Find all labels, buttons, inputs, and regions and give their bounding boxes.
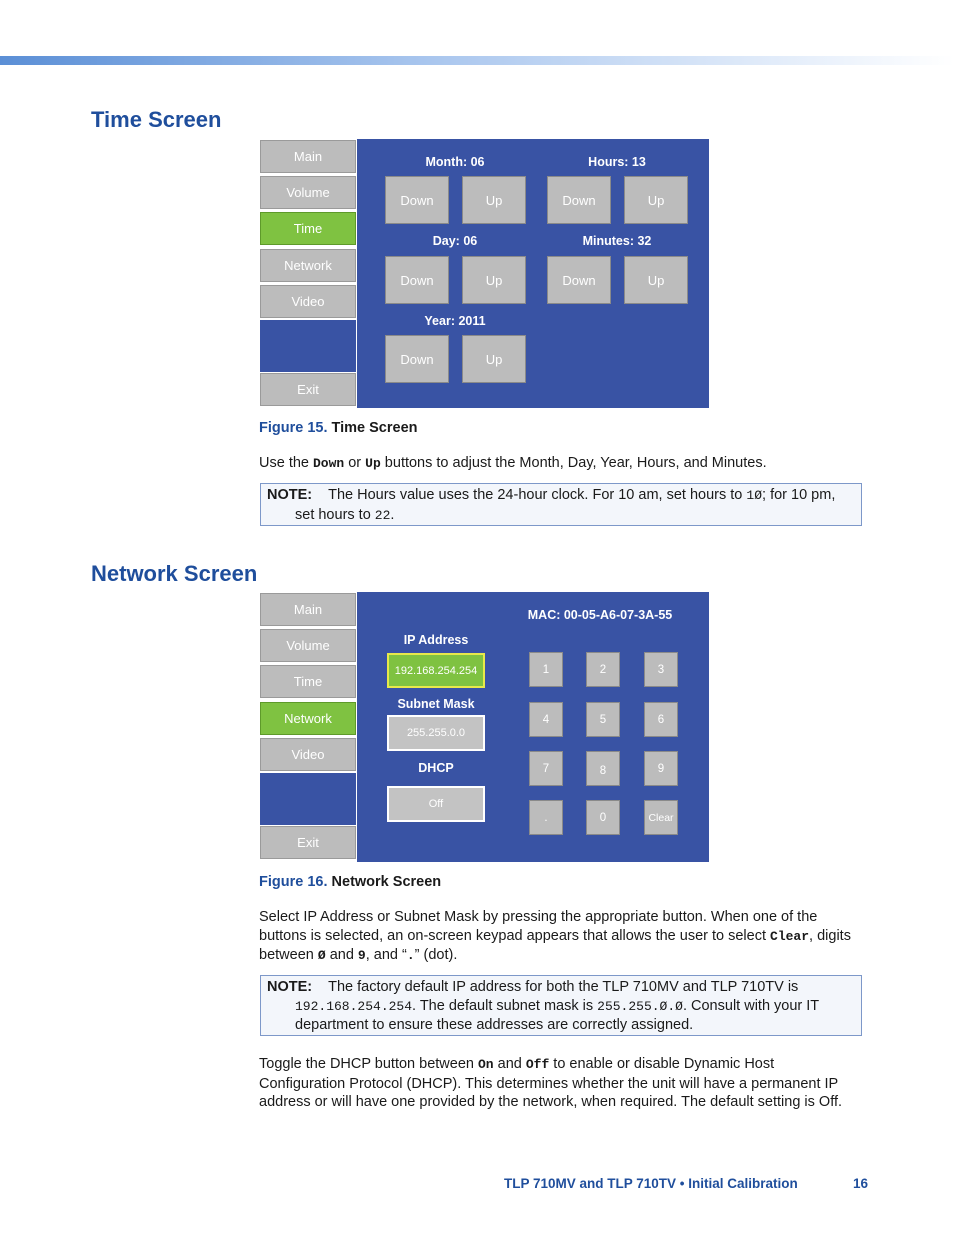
year-label: Year: 2011 [424, 314, 486, 328]
network-settings-panel [357, 592, 709, 862]
minutes-label: Minutes: 32 [582, 234, 652, 248]
code-clear: Clear [770, 928, 810, 944]
nav-main-button[interactable]: Main [260, 140, 356, 173]
dhcp-label: DHCP [418, 761, 454, 775]
text-run: or [344, 455, 366, 471]
code-zero: Ø [317, 948, 326, 963]
note-label: NOTE: [267, 979, 313, 995]
nav-main-button[interactable]: Main [260, 593, 356, 626]
code-up: Up [365, 456, 381, 471]
nav-network-button[interactable]: Network [260, 249, 356, 282]
day-down-button[interactable]: Down [385, 256, 449, 304]
month-down-button[interactable]: Down [385, 176, 449, 224]
text-run: , and “ [365, 947, 407, 963]
text-run: The factory default IP address for both the TLP 710MV and TLP 710TV is [328, 979, 799, 995]
text-run: and [325, 947, 358, 963]
code-default-mask: 255.255.Ø.Ø [597, 998, 683, 1014]
exit-button[interactable]: Exit [260, 826, 356, 859]
caption-number: Figure 15. [259, 420, 328, 436]
note-box-defaults [260, 975, 862, 1036]
nav-video-button[interactable]: Video [260, 738, 356, 771]
note-label: NOTE: [267, 487, 313, 503]
nav-network-button[interactable]: Network [260, 702, 356, 735]
nav-spacer [260, 773, 356, 825]
network-screen-figure [260, 592, 709, 862]
mac-address-label: MAC: 00-05-A6-07-3A-55 [527, 608, 673, 622]
ip-address-field[interactable]: 192.168.254.254 [387, 653, 485, 688]
dhcp-instructions [259, 1055, 859, 1112]
month-up-button[interactable]: Up [462, 176, 526, 224]
hours-down-button[interactable]: Down [547, 176, 611, 224]
year-down-button[interactable]: Down [385, 335, 449, 383]
header-gradient-bar [0, 56, 954, 65]
code-off: Off [525, 1057, 550, 1072]
keypad-clear-button[interactable]: Clear [644, 800, 678, 835]
hours-up-button[interactable]: Up [624, 176, 688, 224]
note-box-hours [260, 483, 862, 526]
section-heading-network: Network Screen [91, 561, 258, 586]
code-nine: 9 [357, 948, 366, 963]
keypad-key-5[interactable]: 5 [586, 702, 620, 737]
text-run: to enable or disable Dynamic Host Configuration Protocol (DHCP). This determines whether the unit will have a permanent IP address or will have one provided by the network, when required. The default setting is Off. [259, 1056, 843, 1110]
text-run: . The default subnet mask is [412, 997, 598, 1014]
keypad-key-0[interactable]: 0 [586, 800, 620, 835]
page-number: 16 [853, 1176, 869, 1191]
keypad-key-2[interactable]: 2 [586, 652, 620, 687]
time-settings-panel [357, 139, 709, 408]
caption-text: Network Screen [331, 874, 442, 890]
text-run: ” (dot). [414, 947, 458, 963]
minutes-up-button[interactable]: Up [624, 256, 688, 304]
caption-number: Figure 16. [259, 874, 328, 890]
time-instructions [259, 454, 859, 474]
subnet-mask-field[interactable]: 255.255.0.0 [387, 715, 485, 751]
code-down: Down [313, 456, 345, 471]
nav-spacer [260, 320, 356, 372]
nav-video-button[interactable]: Video [260, 285, 356, 318]
section-heading-time: Time Screen [91, 107, 222, 132]
keypad-key-dot[interactable]: . [529, 800, 563, 835]
text-run: Toggle the DHCP button between [259, 1056, 478, 1072]
subnet-mask-label: Subnet Mask [397, 697, 475, 711]
figure-15-caption [259, 420, 418, 436]
code-22: 22 [374, 507, 391, 523]
month-label: Month: 06 [425, 155, 485, 169]
text-run: Select IP Address or Subnet Mask by pressing the appropriate button. When one of the buttons is selected, an on-screen keypad appears that allows the user to select [259, 909, 818, 944]
keypad-key-4[interactable]: 4 [529, 702, 563, 737]
year-up-button[interactable]: Up [462, 335, 526, 383]
network-instructions [259, 908, 859, 966]
keypad-key-1[interactable]: 1 [529, 652, 563, 687]
day-label: Day: 06 [432, 234, 478, 248]
caption-text: Time Screen [331, 420, 418, 436]
keypad-key-7[interactable]: 7 [529, 751, 563, 786]
text-run: , digits between [259, 927, 851, 963]
figure-16-caption [259, 874, 441, 890]
footer-title: TLP 710MV and TLP 710TV • Initial Calibration [504, 1176, 798, 1191]
exit-button[interactable]: Exit [260, 373, 356, 406]
code-10: 1Ø [746, 488, 763, 503]
text-run: and [493, 1056, 526, 1072]
hours-label: Hours: 13 [588, 155, 646, 169]
nav-volume-button[interactable]: Volume [260, 176, 356, 209]
text-run: . Consult with your IT department to ensure these addresses are correctly assigned. [295, 997, 819, 1033]
text-run: buttons to adjust the Month, Day, Year, Hours, and Minutes. [380, 455, 767, 471]
day-up-button[interactable]: Up [462, 256, 526, 304]
text-run: . [390, 506, 395, 523]
code-on: On [478, 1057, 494, 1072]
dhcp-toggle-button[interactable]: Off [387, 786, 485, 822]
nav-time-button[interactable]: Time [260, 212, 356, 245]
keypad-key-9[interactable]: 9 [644, 751, 678, 786]
code-dot: . [406, 948, 415, 963]
text-run: ; for 10 pm, set hours to [295, 487, 836, 523]
text-run: The Hours value uses the 24-hour clock. For 10 am, set hours to [328, 487, 747, 503]
ip-address-label: IP Address [403, 633, 469, 647]
keypad-key-8[interactable]: 8 [586, 751, 620, 786]
code-default-ip: 192.168.254.254 [295, 998, 413, 1014]
text-run: Use the [259, 455, 313, 471]
nav-volume-button[interactable]: Volume [260, 629, 356, 662]
keypad-key-3[interactable]: 3 [644, 652, 678, 687]
time-screen-figure [260, 139, 709, 408]
minutes-down-button[interactable]: Down [547, 256, 611, 304]
keypad-key-6[interactable]: 6 [644, 702, 678, 737]
nav-time-button[interactable]: Time [260, 665, 356, 698]
